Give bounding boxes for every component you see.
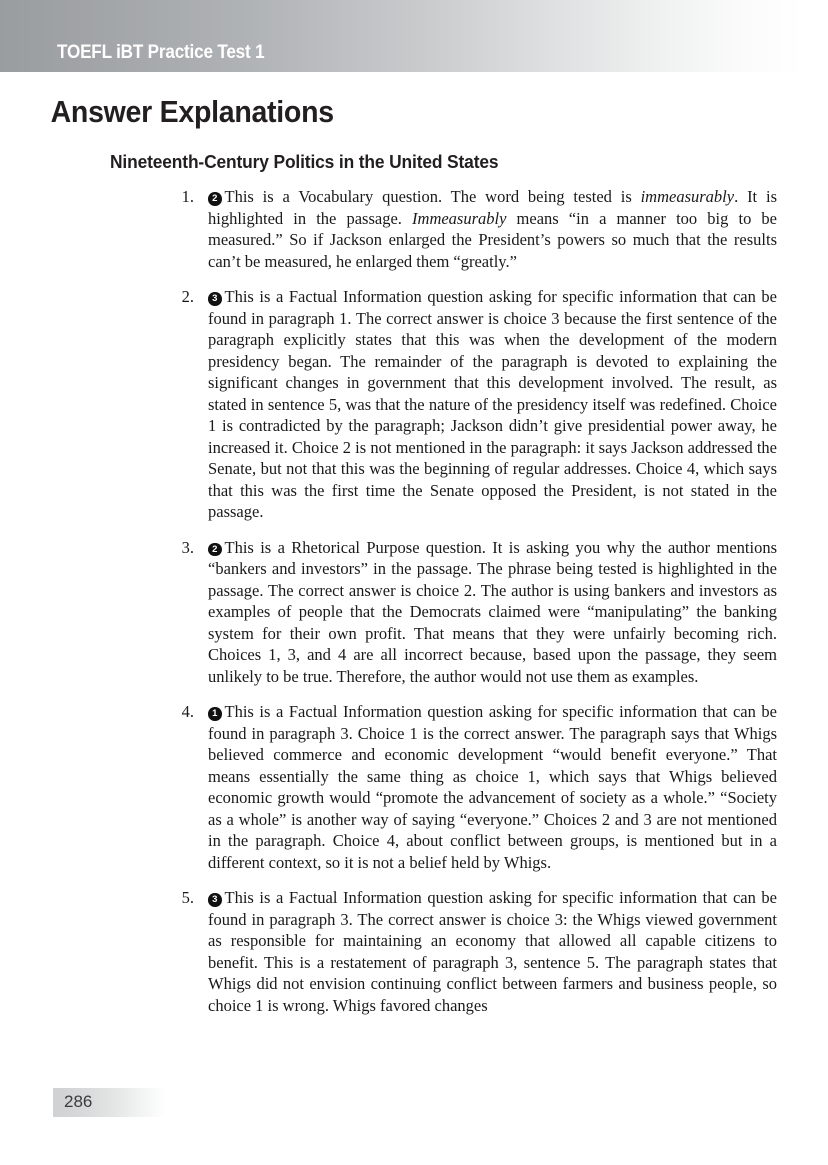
page-footer xyxy=(53,1088,165,1117)
explanation-text-run: means “in a manner too big to be measured.” So if Jackson enlarged the President’s powers so much that the results can’t be measured, he enlarged them “greatly.” xyxy=(208,208,777,271)
correct-answer-badge: 3 xyxy=(208,893,222,907)
explanation-text-run: This is a Factual Information question asking for specific information that can be found in paragraph 3. Choice 1 is the correct answer. The paragraph says that Whigs believed commerce and economic development “would benefit everyone.” That means essentially the same thing as choice 1, which says that Whigs believed economic growth would “promote the advancement of society as a whole.” “Society as a whole” is another way of saying “everyone.” Choices 2 and 3 are not mentioned in the paragraph. Choice 4, about conflict between groups, is mentioned but in a different context, so it is not a belief held by Whigs. xyxy=(208,702,777,872)
explanation-item-text xyxy=(208,887,777,1016)
explanation-item xyxy=(0,701,777,873)
explanation-item xyxy=(0,537,777,688)
page-body xyxy=(0,72,828,1030)
correct-answer-badge: 1 xyxy=(208,707,222,721)
explanation-item-number: 3. xyxy=(181,537,194,557)
explanation-text-run: This is a Rhetorical Purpose question. It is asking you why the author mentions “bankers and investors” in the passage. The phrase being tested is highlighted in the passage. The correct answer is choice 2. The author is using bankers and investors as examples of people that the Democrats claimed were “manipulating” the banking system for their own profit. That means that they were unfairly becoming rich. Choices 1, 3, and 4 are all incorrect because, based upon the passage, they seem unlikely to be true. Therefore, the author would not use them as examples. xyxy=(208,537,777,686)
correct-answer-badge: 2 xyxy=(208,192,222,206)
explanation-text-run: This is a Vocabulary question. The word being tested is xyxy=(224,187,641,206)
explanation-item-number: 5. xyxy=(181,888,194,907)
explanation-item-text xyxy=(208,701,777,873)
explanation-text-run: . It is highlighted in the passage. xyxy=(208,187,777,228)
explanation-item xyxy=(0,286,777,523)
explanation-item xyxy=(0,887,777,1016)
explanation-item-number: 4. xyxy=(181,702,194,721)
running-header-title: TOEFL iBT Practice Test 1 xyxy=(57,42,265,63)
explanation-text-run: This is a Factual Information question asking for specific information that can be found in paragraph 1. The correct answer is choice 3 because the first sentence of the paragraph explicitly states that this was when the development of the modern presidency began. The remainder of the paragraph is devoted to explaining the significant changes in government that this development involved. The result, as stated in sentence 5, was that the nature of the presidency itself was redefined. Choice 1 is contradicted by the paragraph; Jackson didn’t give presidential power away, he increased it. Choice 2 is not mentioned in the paragraph: it says Jackson addressed the Senate, but not that this was the beginning of regular addresses. Choice 4, which says that this was the first time the Senate opposed the President, is not stated in the passage. xyxy=(208,287,777,521)
running-header xyxy=(0,0,828,72)
page-number: 286 xyxy=(64,1092,93,1111)
explanation-item-text xyxy=(208,286,777,523)
correct-answer-badge: 2 xyxy=(208,543,222,557)
explanation-item-text xyxy=(208,186,777,272)
explanation-text-run: This is a Factual Information question asking for specific information that can be found in paragraph 3. The correct answer is choice 3: the Whigs viewed government as responsible for maintaining an economy that allowed all capable citizens to benefit. This is a restatement of paragraph 3, sentence 5. The paragraph states that Whigs did not envision continuing conflict between farmers and business people, so choice 1 is wrong. Whigs favored changes xyxy=(208,888,777,1015)
explanation-item xyxy=(0,186,777,272)
explanation-item-number: 1. xyxy=(181,187,194,206)
explanation-item-number: 2. xyxy=(181,287,194,306)
correct-answer-badge: 3 xyxy=(208,292,222,306)
emphasized-term: immeasurably xyxy=(640,187,735,206)
page-title: Answer Explanations xyxy=(50,94,334,129)
answer-explanation-list xyxy=(0,173,828,1016)
explanation-item-text xyxy=(208,537,777,688)
emphasized-term: Immeasurably xyxy=(412,208,507,228)
section-heading: Nineteenth-Century Politics in the United States xyxy=(109,151,499,172)
